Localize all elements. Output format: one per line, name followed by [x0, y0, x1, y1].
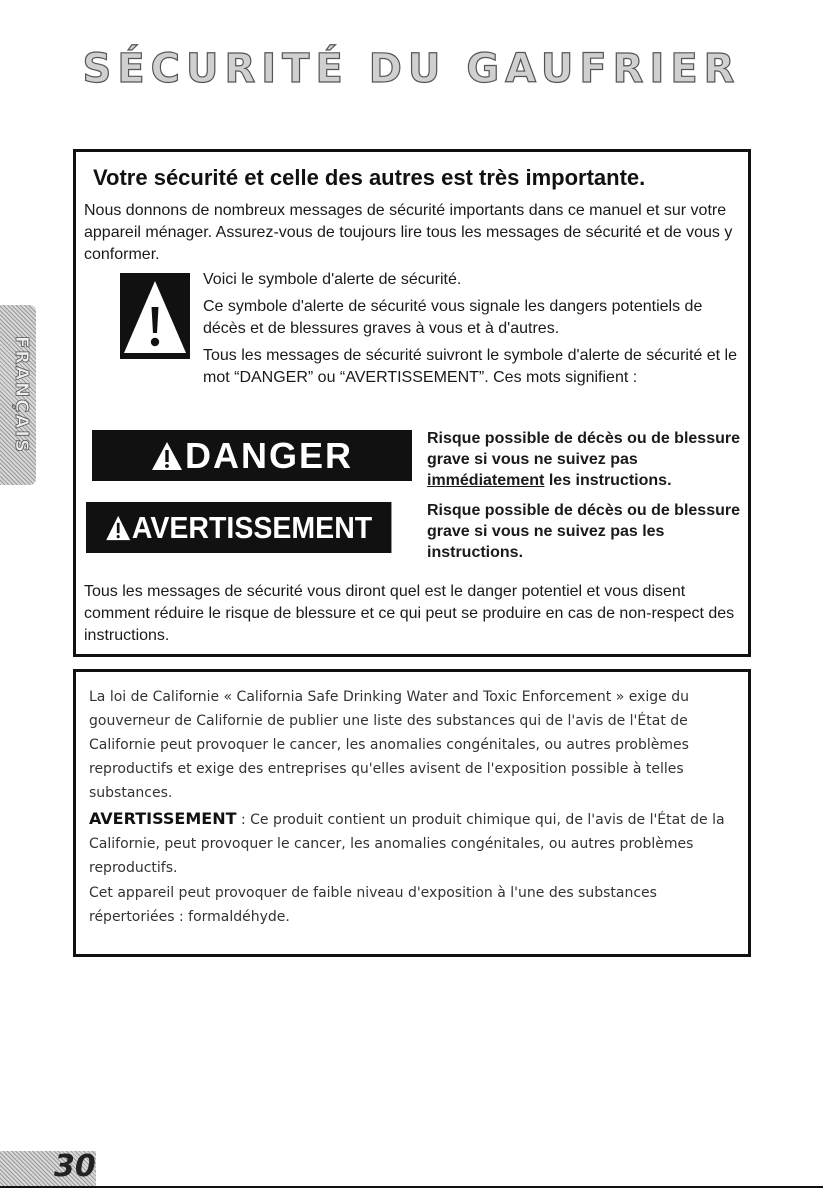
danger-banner-label: DANGER [184, 434, 353, 476]
prop65-warning-text: : Ce produit contient un produit chimique qui, de l'avis de l'État de la Californie, peut provoquer le cancer, les anomalies congénitales, ou autres problèmes reproductifs. [89, 812, 725, 876]
warning-banner-label: AVERTISSEMENT [131, 509, 373, 545]
page-heading: SÉCURITÉ DU GAUFRIER [82, 46, 741, 92]
page-number: 30 [54, 1149, 96, 1184]
safety-alert-icon [120, 273, 190, 359]
danger-description [427, 428, 747, 491]
prop65-paragraph: Cet appareil peut provoquer de faible niveau d'exposition à l'une des substances répertoriées : formaldéhyde. [89, 885, 657, 925]
danger-alert-icon [151, 441, 183, 471]
safety-closing: Tous les messages de sécurité vous diront quel est le danger potentiel et vous disent comment réduire le risque de blessure et ce qui peut se produire en cas de non-respect des instructions. [84, 583, 735, 644]
symbol-line: Voici le symbole d'alerte de sécurité. [203, 271, 462, 288]
language-side-tab [0, 305, 36, 485]
safety-box [73, 149, 751, 657]
prop65-warning-label: AVERTISSEMENT [89, 809, 237, 828]
symbol-line: Ce symbole d'alerte de sécurité vous signale les dangers potentiels de décès et de blessures graves à vous et à d'autres. [203, 298, 703, 337]
symbol-line: Tous les messages de sécurité suivront le symbole d'alerte de sécurité et le mot “DANGER” ou “AVERTISSEMENT”. Ces mots signifient : [203, 347, 737, 386]
language-side-tab-label: FRANÇAIS [11, 336, 32, 454]
prop65-warning-paragraph [89, 807, 741, 880]
danger-desc-emphasis: immédiatement [427, 472, 545, 489]
danger-banner [92, 430, 412, 481]
symbol-explanation [203, 269, 743, 394]
danger-desc-text: Risque possible de décès ou de blessure grave si vous ne suivez pas [427, 430, 740, 468]
safety-intro: Nous donnons de nombreux messages de sécurité importants dans ce manuel et sur votre appareil ménager. Assurez-vous de toujours lire tous les messages de sécurité et de vous y conformer. [84, 202, 733, 263]
warning-description: Risque possible de décès ou de blessure grave si vous ne suivez pas les instructions. [427, 502, 740, 561]
warning-banner [86, 502, 391, 553]
danger-desc-text-end: les instructions. [544, 472, 672, 489]
warning-alert-icon [105, 515, 131, 541]
footer-rule [0, 1186, 823, 1188]
prop65-paragraph: La loi de Californie « California Safe Drinking Water and Toxic Enforcement » exige du gouverneur de Californie de publier une liste des substances qui de l'avis de l'État de Californie peut provoquer le cancer, les anomalies congénitales, ou autres problèmes reproductifs et exige des entreprises qu'elles avisent de l'exposition possible à telles substances. [89, 689, 690, 801]
prop65-box [73, 669, 751, 957]
safety-box-title: Votre sécurité et celle des autres est très importante. [93, 165, 646, 190]
